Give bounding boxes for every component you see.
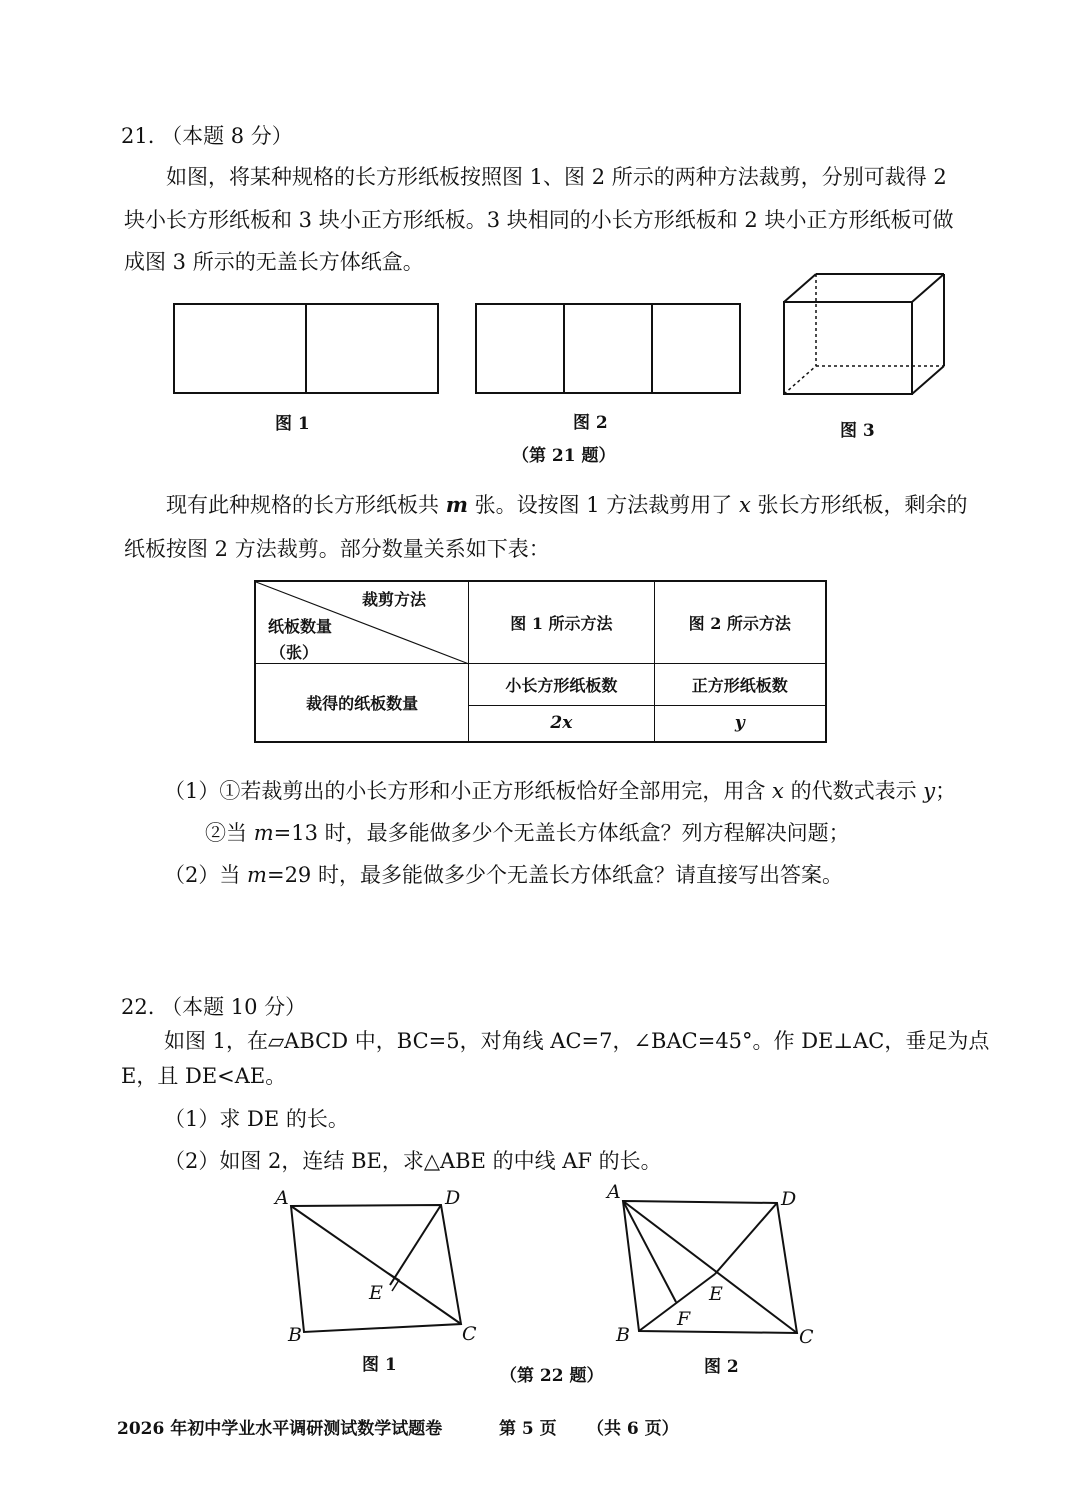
q21-question1a: （1）①若裁剪出的小长方形和小正方形纸板恰好全部用完，用含 x 的代数式表示 y；: [164, 779, 957, 803]
table-col2-header: 图 2 所示方法: [654, 581, 826, 663]
fig2-label-D: D: [781, 1188, 797, 1210]
q22-fig2-label: 图 2: [704, 1357, 739, 1377]
fig2-label-A: A: [607, 1181, 621, 1203]
table-row-label: 裁得的纸板数量: [255, 663, 469, 742]
q22-line2: E，且 DE<AE。: [121, 1064, 287, 1088]
footer-page-number: 第 5 页: [499, 1419, 557, 1439]
q22-figure-caption: （第 22 题）: [500, 1366, 604, 1386]
q22-sub2: （2）如图 2，连结 BE，求△ABE 的中线 AF 的长。: [164, 1149, 662, 1173]
fig2-label: 图 2: [573, 413, 608, 433]
fig1-label-C: C: [462, 1323, 477, 1345]
fig1-diagonal-AC: [291, 1206, 461, 1324]
fig1-label-A: A: [275, 1187, 289, 1209]
fig2-label-F: F: [677, 1308, 691, 1330]
table-sub1: 小长方形纸板数: [469, 663, 654, 705]
footer-total-pages: （共 6 页）: [587, 1419, 679, 1439]
fig1-label: 图 1: [275, 414, 310, 434]
fig1-right-angle-mark: [388, 1273, 399, 1291]
q22-line1: 如图 1，在▱ABCD 中，BC=5，对角线 AC=7，∠BAC=45°。作 DE⊥AC，垂足为点: [164, 1029, 990, 1053]
header-unit: （张）: [270, 643, 319, 662]
q21-intro-line2: 块小长方形纸板和 3 块小正方形纸板。3 块相同的小长方形纸板和 2 块小正方形纸板可做: [124, 208, 954, 232]
header-cut-method: 裁剪方法: [362, 590, 427, 609]
fig2-median-AF: [623, 1201, 676, 1302]
header-board-count: 纸板数量: [268, 617, 333, 636]
fig1-label-B: B: [288, 1324, 302, 1346]
fig2-label-C: C: [799, 1326, 814, 1348]
q21-intro-line1: 如图，将某种规格的长方形纸板按照图 1、图 2 所示的两种方法裁剪，分别可裁得 2: [166, 165, 947, 189]
fig3-label: 图 3: [840, 421, 875, 441]
q22-score: （本题 10 分）: [161, 995, 307, 1019]
fig1-label-D: D: [445, 1187, 461, 1209]
q21-figure-caption: （第 21 题）: [512, 446, 616, 466]
q22-fig1: [291, 1205, 461, 1332]
table-val1: 2x: [469, 705, 654, 742]
q21-score: （本题 8 分）: [161, 124, 293, 148]
var-m: m: [445, 492, 468, 517]
q21-intro-line3: 成图 3 所示的无盖长方体纸盒。: [124, 250, 424, 274]
q22-fig2: [623, 1201, 797, 1333]
var-x: x: [738, 493, 751, 517]
footer-exam-title: 2026 年初中学业水平调研测试数学试题卷: [117, 1419, 443, 1439]
q22-number: 22.: [121, 995, 155, 1019]
table-sub2: 正方形纸板数: [654, 663, 826, 705]
table-val2: y: [654, 705, 826, 742]
q21-para2-line1: 现有此种规格的长方形纸板共 m 张。设按图 1 方法裁剪用了 x 张长方形纸板，剩余的: [166, 492, 968, 517]
fig2-diagonal-AC: [623, 1201, 797, 1333]
fig2-label-B: B: [616, 1324, 630, 1346]
q22-sub1: （1）求 DE 的长。: [164, 1107, 349, 1131]
q21-number: 21.: [121, 124, 155, 148]
q22-fig1-label: 图 1: [362, 1355, 397, 1375]
fig1-segment-DE: [390, 1205, 441, 1285]
fig1-label-E: E: [369, 1282, 383, 1304]
fig2-segment-DE: [715, 1203, 777, 1274]
fig2-label-E: E: [709, 1283, 723, 1305]
q21-question1b: ②当 m=13 时，最多能做多少个无盖长方体纸盒？列方程解决问题；: [205, 821, 850, 845]
q21-question2: （2）当 m=29 时，最多能做多少个无盖长方体纸盒？请直接写出答案。: [164, 863, 843, 887]
q21-para2-line2: 纸板按图 2 方法裁剪。部分数量关系如下表：: [124, 537, 550, 561]
table-col1-header: 图 1 所示方法: [469, 581, 654, 663]
